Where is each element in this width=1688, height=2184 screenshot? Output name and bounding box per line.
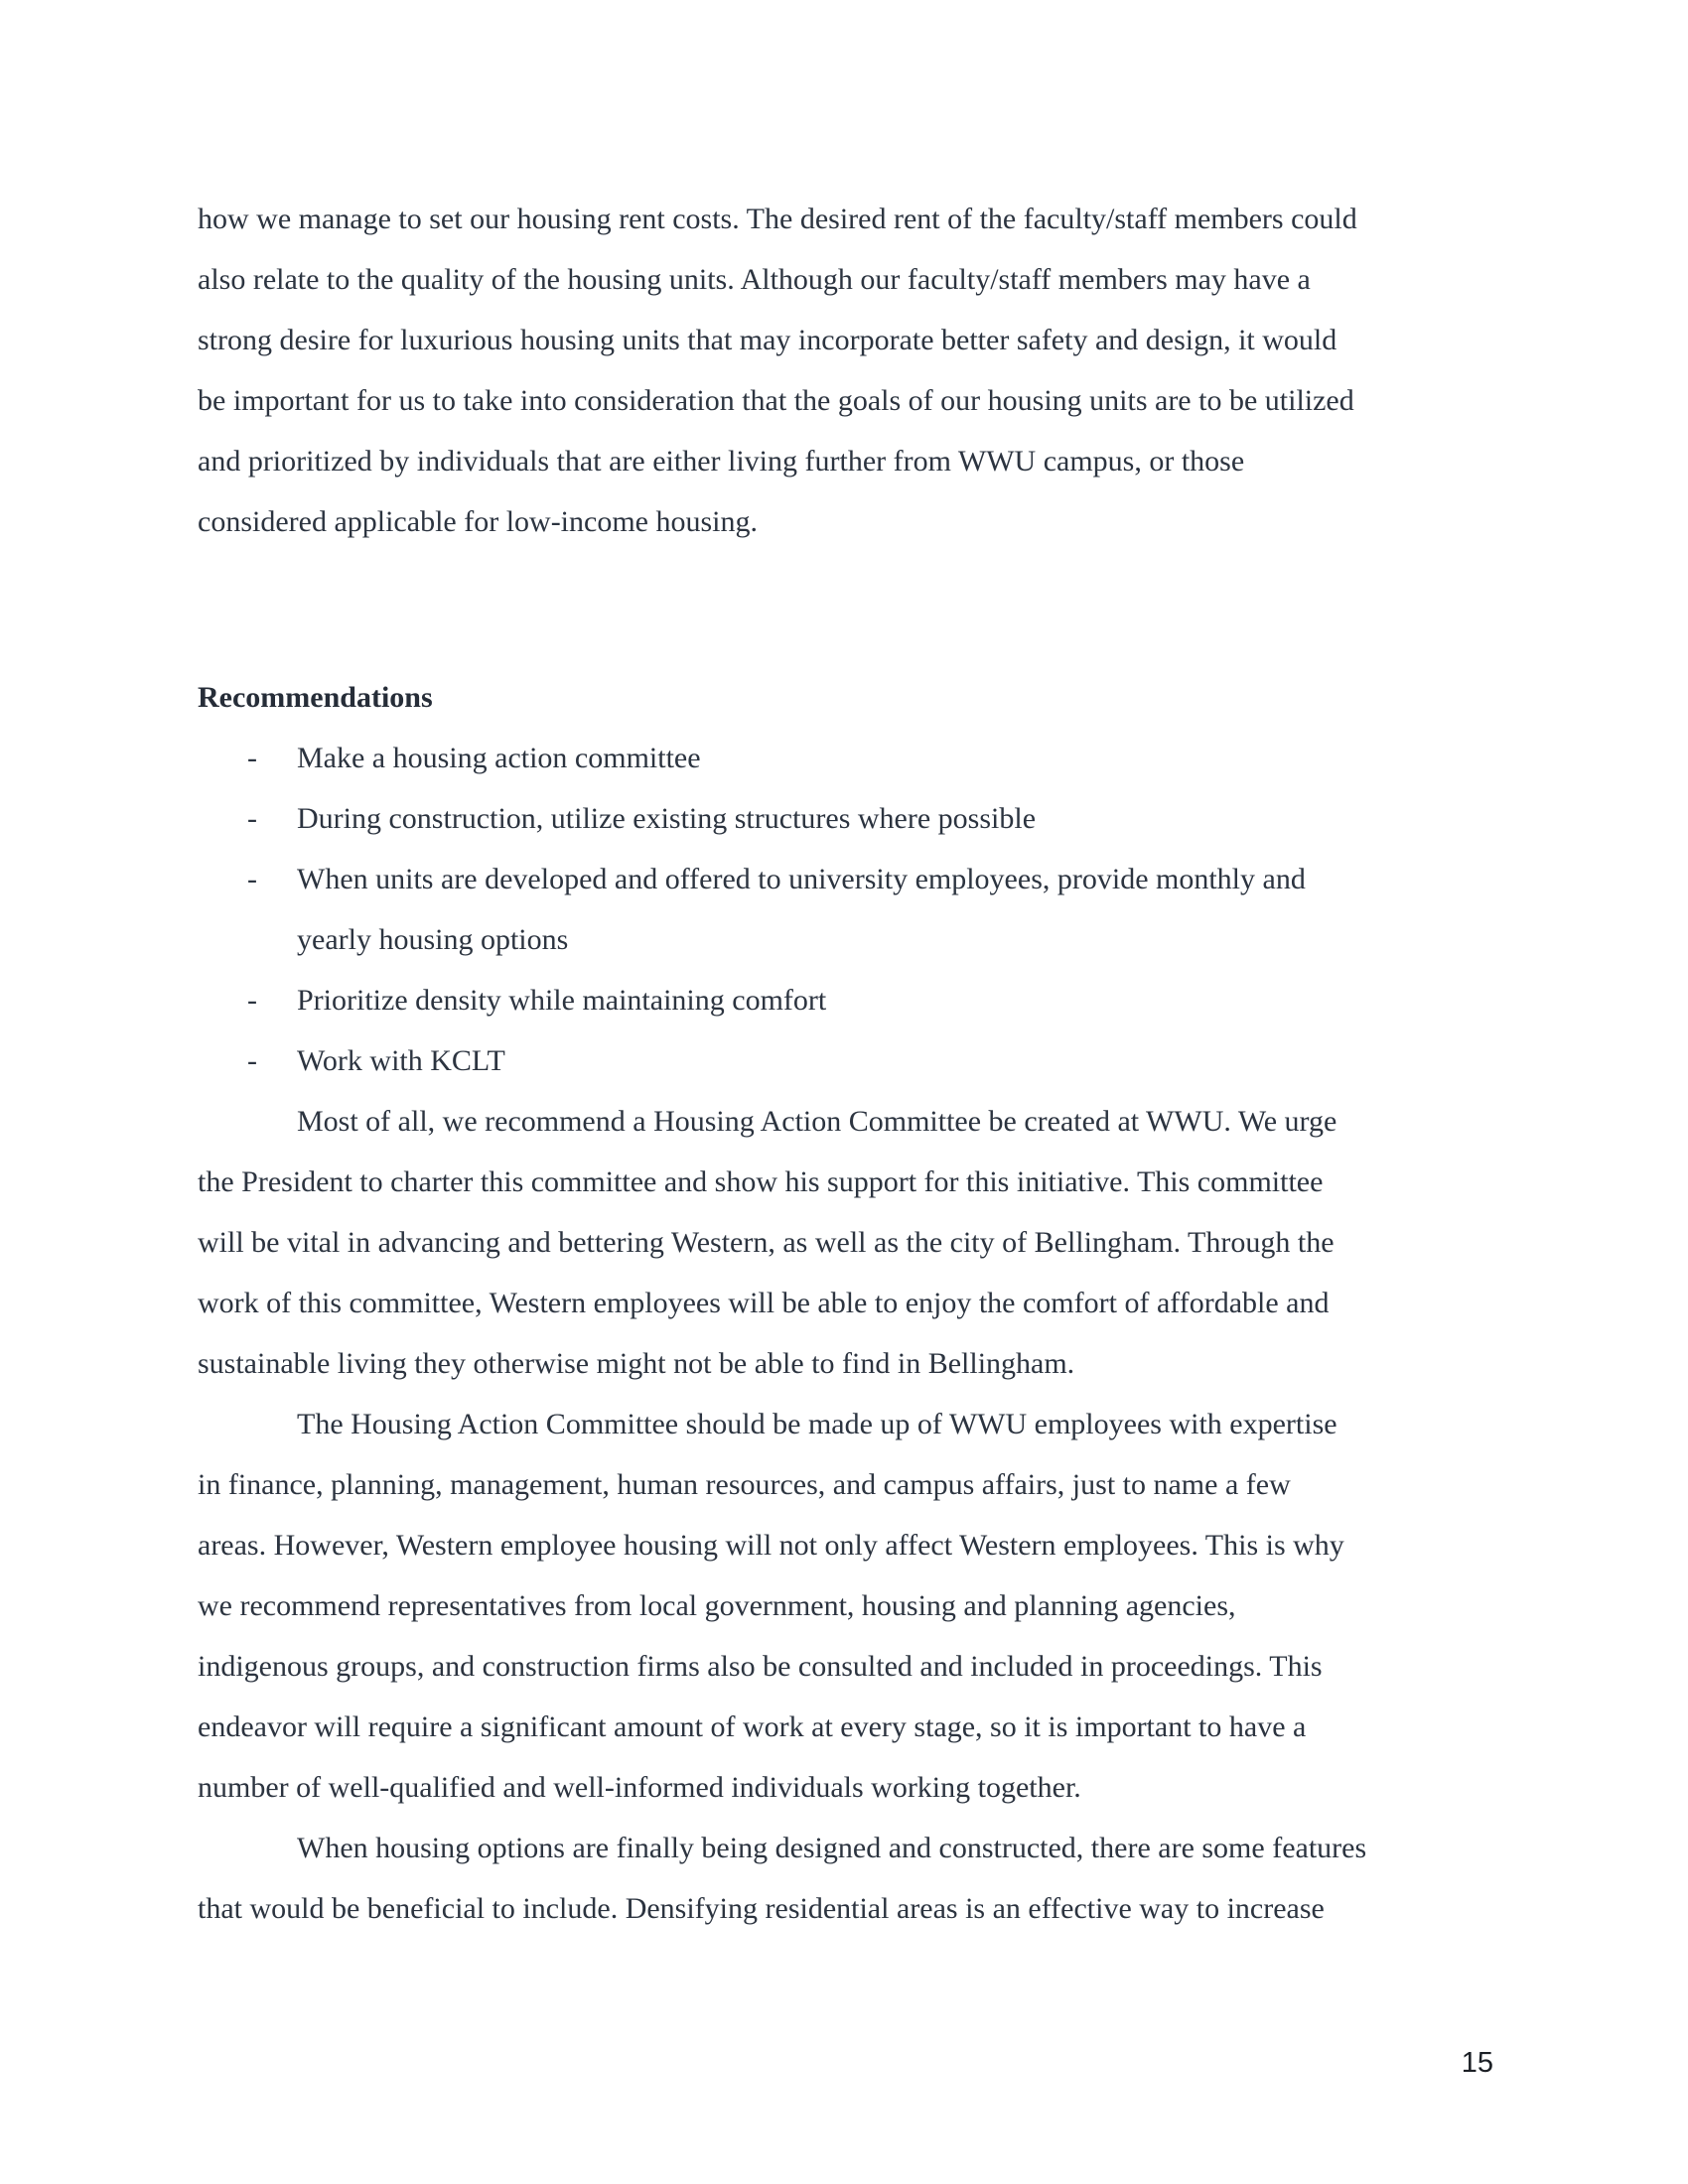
paragraph-line: that would be beneficial to include. Densifying residential areas is an effective way to increase — [198, 1892, 1325, 1925]
recommendation-item — [198, 849, 1493, 909]
paragraph-line: number of well-qualified and well-informed individuals working together. — [198, 1771, 1081, 1804]
recommendation-text: Make a housing action committee — [297, 742, 701, 774]
paragraph-line: work of this committee, Western employees will be able to enjoy the comfort of affordable and — [198, 1287, 1330, 1319]
body-paragraph — [198, 1091, 1493, 1394]
recommendation-text: Work with KCLT — [297, 1044, 505, 1077]
section-heading: Recommendations — [198, 681, 433, 714]
recommendations-section — [198, 667, 1493, 1939]
intro-paragraph — [198, 189, 1493, 552]
intro-line: also relate to the quality of the housing units. Although our faculty/staff members may have a — [198, 263, 1311, 296]
intro-line: strong desire for luxurious housing units that may incorporate better safety and design, it would — [198, 324, 1337, 356]
bullet-dash: - — [247, 802, 257, 835]
recommendation-item — [198, 1030, 1493, 1091]
paragraph-line: indigenous groups, and construction firms also be consulted and included in proceedings. This — [198, 1650, 1323, 1683]
intro-line: how we manage to set our housing rent costs. The desired rent of the faculty/staff members could — [198, 203, 1357, 235]
paragraph-line: Most of all, we recommend a Housing Action Committee be created at WWU. We urge — [297, 1105, 1337, 1138]
recommendation-text: When units are developed and offered to university employees, provide monthly and — [297, 863, 1306, 895]
paragraph-line: The Housing Action Committee should be made up of WWU employees with expertise — [297, 1408, 1337, 1440]
page-number: 15 — [1461, 2047, 1493, 2079]
bullet-dash: - — [247, 863, 257, 895]
paragraph-line: sustainable living they otherwise might not be able to find in Bellingham. — [198, 1347, 1075, 1380]
recommendation-text-continued: yearly housing options — [297, 923, 569, 956]
paragraph-line: will be vital in advancing and bettering Western, as well as the city of Bellingham. Through the — [198, 1226, 1335, 1259]
body-paragraph — [198, 1394, 1493, 1818]
paragraph-line: the President to charter this committee and show his support for this initiative. This committee — [198, 1165, 1324, 1198]
recommendation-item — [198, 970, 1493, 1030]
recommendation-item — [198, 728, 1493, 788]
intro-line: be important for us to take into consideration that the goals of our housing units are to be utilized — [198, 384, 1354, 417]
paragraph-line: areas. However, Western employee housing will not only affect Western employees. This is why — [198, 1529, 1344, 1562]
body-paragraph — [198, 1818, 1493, 1939]
bullet-dash: - — [247, 984, 257, 1017]
paragraph-line: endeavor will require a significant amount of work at every stage, so it is important to have a — [198, 1710, 1307, 1743]
paragraph-line: we recommend representatives from local government, housing and planning agencies, — [198, 1589, 1236, 1622]
recommendation-item — [198, 788, 1493, 849]
bullet-dash: - — [247, 742, 257, 774]
paragraph-line: When housing options are finally being designed and constructed, there are some features — [297, 1832, 1367, 1864]
intro-line: and prioritized by individuals that are either living further from WWU campus, or those — [198, 445, 1245, 478]
bullet-dash: - — [247, 1044, 257, 1077]
intro-line: considered applicable for low-income housing. — [198, 505, 758, 538]
recommendation-text: During construction, utilize existing structures where possible — [297, 802, 1037, 835]
recommendation-text: Prioritize density while maintaining comfort — [297, 984, 827, 1017]
paragraph-line: in finance, planning, management, human resources, and campus affairs, just to name a few — [198, 1468, 1291, 1501]
